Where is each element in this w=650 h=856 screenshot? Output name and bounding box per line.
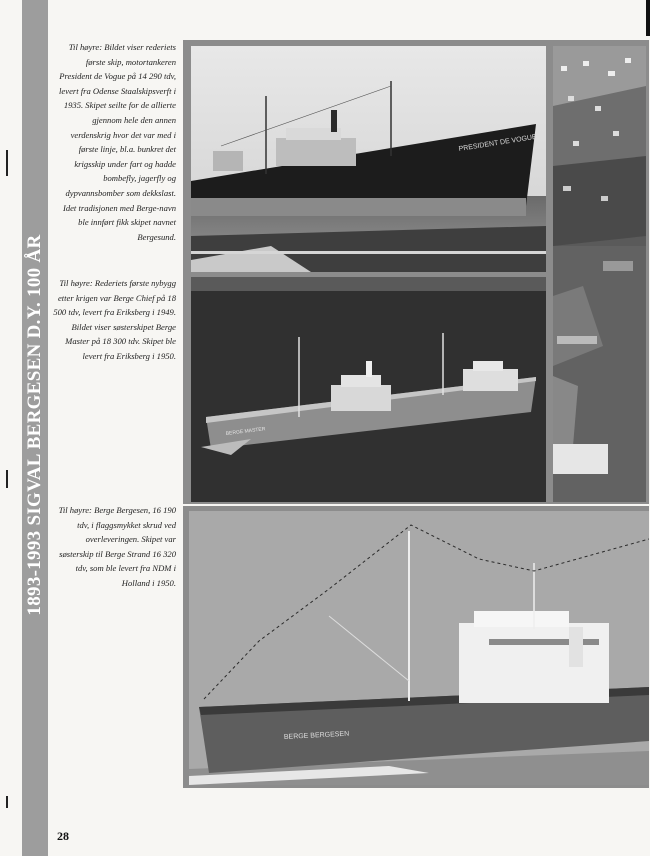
- margin-tick: [6, 796, 8, 808]
- caption-berge-master: Til høyre: Rederiets første nybygg etter krigen var Berge Chief på 18 500 tdv, levert fra Eriksberg i 1949. Bildet viser søsterskipet Berge Master på 18 300 tdv. Skipet ble levert fra Eriksberg i 1950.: [53, 278, 176, 361]
- caption-president-de-vogue: Til høyre: Bildet viser rederiets første skip, motortankeren President de Vogue på 14 290 tdv, levert fra Odense Staalskipsverft i 1935. Skipet seilte for de allierte gjennom hele den annen verdenskrig hvor det var med i første linje, bl.a. bunkret det krigsskip under fart og hadde bombefly, jagerfly og dypvannsbomber som dekkslast. Idet tradisjonen med Berge-navn ble innført fikk skipet navnet Bergesund.: [59, 42, 176, 242]
- page-edge-mark: [646, 0, 650, 36]
- photo-harbor-aerial: [553, 46, 646, 502]
- margin-tick: [6, 470, 8, 488]
- caption-berge-bergesen: Til høyre: Berge Bergesen, 16 190 tdv, i flaggsmykket skrud ved overleveringen. Skipet var søsterskip til Berge Strand 16 320 tdv, som ble levert fra NDM i Holland i 1950.: [58, 505, 176, 588]
- ship-name-berge-bergesen: BERGE BERGESEN: [283, 730, 350, 741]
- margin-tick: [6, 150, 8, 176]
- spine-title: 1893-1993 SIGVAL BERGESEN D.Y. 100 ÅR: [24, 234, 45, 616]
- photo-berge-bergesen: [189, 511, 649, 785]
- ship-name-president-de-vogue: PRESIDENT DE VOGUE: [458, 133, 538, 153]
- photo-berge-master: [191, 277, 546, 502]
- photo-president-de-vogue: [191, 46, 546, 272]
- page-number: 28: [57, 829, 69, 843]
- ship-name-berge-master: BERGE MASTER: [225, 426, 266, 437]
